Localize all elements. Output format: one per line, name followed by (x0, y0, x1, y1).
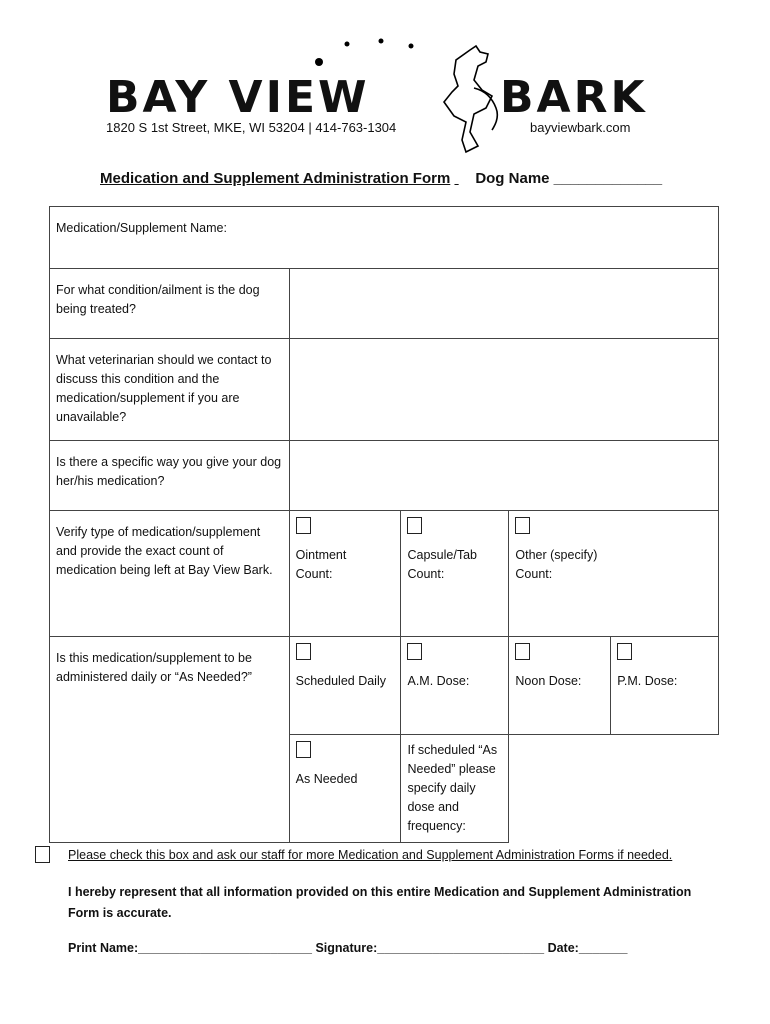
medication-form-table (49, 206, 719, 843)
dog-silhouette-icon (430, 44, 510, 159)
logo-dots-icon (305, 36, 425, 66)
dog-name-field[interactable]: Dog Name _____________ (475, 170, 663, 187)
noon-dose-checkbox[interactable] (515, 643, 530, 660)
date-field[interactable]: Date:_______ (547, 941, 628, 955)
other-checkbox[interactable] (515, 517, 530, 534)
more-forms-checkbox[interactable] (35, 846, 50, 863)
schedule-label-cell (50, 637, 290, 843)
title-underline-spacer (454, 170, 458, 187)
other-label: Other (specify) (515, 548, 598, 562)
address-text: 1820 S 1st Street, MKE, WI 53204 | 414-763-1304 (106, 120, 397, 135)
as-needed-checkbox[interactable] (296, 741, 311, 758)
brand-left: BAY VIEW (106, 72, 370, 123)
ointment-count-label: Count: (295, 567, 333, 581)
condition-row (50, 269, 719, 339)
capsule-label: Capsule/Tab (407, 548, 477, 562)
schedule-row (50, 637, 719, 735)
print-name-field[interactable]: Print Name:_________________________ (68, 941, 312, 955)
administration-method-row (50, 441, 719, 511)
other-option (509, 511, 719, 637)
scheduled-daily-option (289, 637, 401, 735)
noon-dose-option (509, 637, 611, 735)
medication-name-row (50, 207, 719, 269)
verify-label: Verify type of medication/supplement and provide the exact count of medication being left at Bay View Bark. (56, 525, 273, 577)
method-label: Is there a specific way you give your dog her/his medication? (56, 455, 282, 488)
veterinarian-field[interactable] (289, 339, 718, 441)
am-dose-label: A.M. Dose: (407, 674, 470, 688)
as-needed-option (289, 735, 401, 843)
as-needed-empty-cell (509, 735, 719, 843)
attestation-text: I hereby represent that all information provided on this entire Medication and Supplement Administration Form is accurate. (68, 885, 692, 920)
ointment-label: Ointment (295, 548, 347, 562)
schedule-label: Is this medication/supplement to be administered daily or “As Needed?” (56, 651, 252, 684)
verify-label-cell (50, 511, 290, 637)
pm-dose-label: P.M. Dose: (617, 674, 678, 688)
am-dose-option (401, 637, 509, 735)
capsule-option (401, 511, 509, 637)
noon-dose-label: Noon Dose: (515, 674, 582, 688)
other-count-label: Count: (515, 567, 553, 581)
brand-right: BARK (500, 72, 648, 123)
veterinarian-row (50, 339, 719, 441)
veterinarian-label-cell (50, 339, 290, 441)
signature-line (68, 938, 708, 959)
scheduled-daily-label: Scheduled Daily (295, 674, 386, 688)
form-title-line (100, 170, 662, 187)
capsule-count-label: Count: (407, 567, 445, 581)
veterinarian-label: What veterinarian should we contact to discuss this condition and the medication/supplement if you are unavailable? (56, 353, 272, 424)
capsule-checkbox[interactable] (407, 517, 422, 534)
website-text: bayviewbark.com (530, 120, 631, 135)
as-needed-note: If scheduled “As Needed” please specify daily dose and frequency: (407, 743, 498, 833)
bay-view-bark-logo (100, 36, 700, 161)
method-label-cell (50, 441, 290, 511)
more-forms-note: Please check this box and ask our staff for more Medication and Supplement Administration Forms if needed. (68, 848, 673, 862)
ointment-option (289, 511, 401, 637)
ointment-checkbox[interactable] (296, 517, 311, 534)
condition-field[interactable] (289, 269, 718, 339)
pm-dose-option (611, 637, 719, 735)
as-needed-label: As Needed (295, 772, 358, 786)
as-needed-note-cell (401, 735, 509, 843)
pm-dose-checkbox[interactable] (617, 643, 632, 660)
signature-field[interactable]: Signature:________________________ (315, 941, 545, 955)
medication-type-row (50, 511, 719, 637)
condition-label-cell (50, 269, 290, 339)
method-field[interactable] (289, 441, 718, 511)
scheduled-daily-checkbox[interactable] (296, 643, 311, 660)
form-title: Medication and Supplement Administration Form (100, 170, 451, 187)
medication-name-label: Medication/Supplement Name: (56, 221, 227, 235)
am-dose-checkbox[interactable] (407, 643, 422, 660)
medication-name-field[interactable] (50, 207, 719, 269)
condition-label: For what condition/ailment is the dog being treated? (56, 283, 260, 316)
form-footer (68, 845, 708, 959)
